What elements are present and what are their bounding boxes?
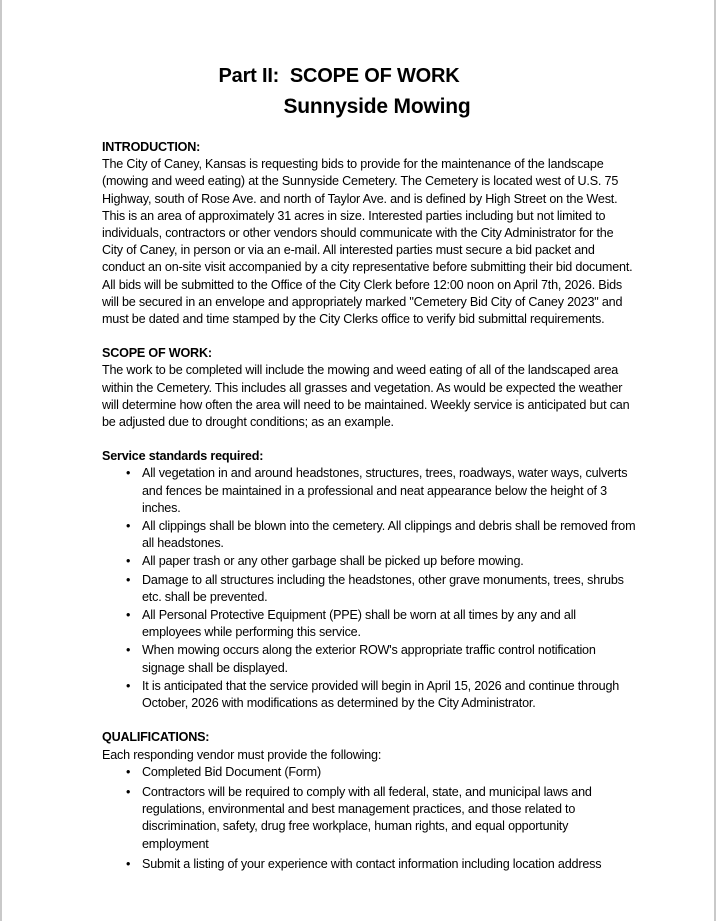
title-sunnyside-mowing: Sunnyside Mowing xyxy=(283,95,471,118)
document-title xyxy=(102,64,636,119)
bullet-item: • When mowing occurs along the exterior ROW's appropriate traffic control notification signage shall be displayed. xyxy=(102,642,636,676)
qualifications-lead: Each responding vendor must provide the following: xyxy=(102,747,382,762)
title-part-ii-scope-of-work: Part II: SCOPE OF WORK xyxy=(218,65,460,87)
bullet-item: • Submit a listing of your experience with contact information including location address xyxy=(102,856,636,873)
bullet-item: • All Personal Protective Equipment (PPE) shall be worn at all times by any and all employees while performing this service. xyxy=(102,607,636,641)
introduction-heading: INTRODUCTION: xyxy=(102,140,201,154)
service-standards-heading: Service standards required: xyxy=(102,449,264,464)
bullet-item: • Contractors will be required to comply with all federal, state, and municipal laws and regulations, environmental and best management practices, and those related to discrimination, safety, drug free workplace, human rights, and equal opportunity employment xyxy=(102,784,636,853)
qualifications-list xyxy=(102,764,636,873)
document-content xyxy=(2,0,714,873)
section-qualifications xyxy=(102,729,636,873)
section-scope-of-work xyxy=(102,345,636,431)
service-standards-list xyxy=(102,465,636,712)
bullet-item: • All paper trash or any other garbage shall be picked up before mowing. xyxy=(102,553,636,570)
bullet-item: • All clippings shall be blown into the cemetery. All clippings and debris shall be removed from all headstones. xyxy=(102,518,636,552)
scope-of-work-paragraph: The work to be completed will include the mowing and weed eating of all of the landscaped area within the Cemetery. This includes all grasses and vegetation. As would be expected the weather will determine how often the area will need to be maintained. Weekly service is anticipated but can be adjusted due to drought conditions; as an example. xyxy=(102,363,630,430)
bullet-item: • Damage to all structures including the headstones, other grave monuments, trees, shrubs etc. shall be prevented. xyxy=(102,572,636,606)
qualifications-heading: QUALIFICATIONS: xyxy=(102,730,210,745)
introduction-paragraph: The City of Caney, Kansas is requesting bids to provide for the maintenance of the landscape (mowing and weed eating) at the Sunnyside Cemetery. The Cemetery is located west of U.S. 75 Highway, south of Rose Ave. and north of Taylor Ave. and is defined by High Street on the West. This is an area of approximately 31 acres in size. Interested parties including but not limited to individuals, contractors or other vendors should communicate with the City Administrator for the City of Caney, in person or via an e-mail. All interested parties must secure a bid packet and conduct an on-site visit accompanied by a city representative before submitting their bid document. All bids will be submitted to the Office of the City Clerk before 12:00 noon on April 7th, 2026. Bids will be secured in an envelope and appropriately marked "Cemetery Bid City of Caney 2023" and must be dated and time stamped by the City Clerks office to verify bid submittal requirements. xyxy=(102,157,633,327)
bullet-item: • All vegetation in and around headstones, structures, trees, roadways, water ways, culverts and fences be maintained in a professional and neat appearance below the height of 3 inches. xyxy=(102,465,636,517)
section-introduction xyxy=(102,139,636,328)
section-service-standards xyxy=(102,448,636,712)
scope-of-work-heading: SCOPE OF WORK: xyxy=(102,346,212,361)
bullet-item: • Completed Bid Document (Form) xyxy=(102,764,636,781)
bullet-item: • It is anticipated that the service provided will begin in April 15, 2026 and continue through October, 2026 with modifications as determined by the City Administrator. xyxy=(102,678,636,712)
